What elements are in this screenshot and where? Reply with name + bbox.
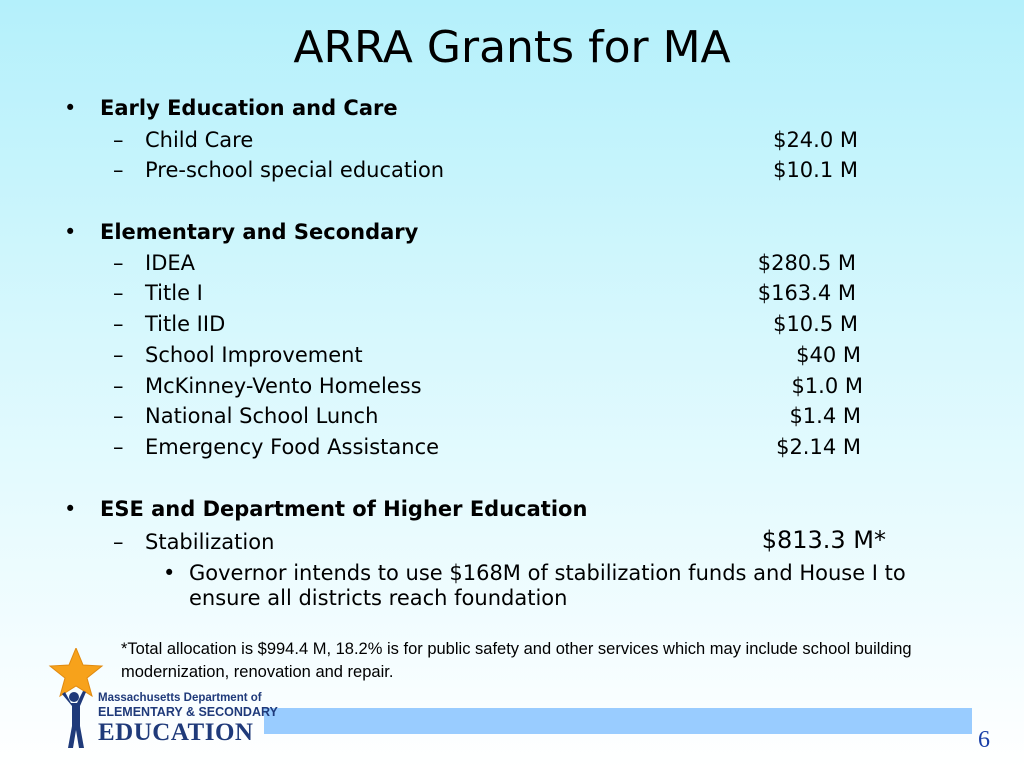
dash: – bbox=[113, 281, 124, 305]
item-amount: $10.1 M bbox=[773, 158, 858, 182]
item-amount: $163.4 M bbox=[757, 281, 856, 305]
item-amount: $40 M bbox=[796, 343, 861, 367]
sub-bullet: • bbox=[163, 561, 176, 585]
dash: – bbox=[113, 251, 124, 275]
section-heading-ese-higher-education: ESE and Department of Higher Education bbox=[100, 497, 588, 521]
item-label: IDEA bbox=[145, 251, 195, 275]
item-amount: $10.5 M bbox=[773, 312, 858, 336]
item-amount: $813.3 M* bbox=[761, 526, 886, 554]
dash: – bbox=[113, 404, 124, 428]
footer-bar bbox=[264, 708, 972, 734]
stabilization-note-text: Governor intends to use $168M of stabilization funds and House I to ensure all districts reach foundation bbox=[189, 561, 906, 610]
item-amount: $2.14 M bbox=[776, 435, 861, 459]
item-label: School Improvement bbox=[145, 343, 363, 367]
bullet: • bbox=[64, 497, 77, 521]
bullet: • bbox=[64, 220, 77, 244]
item-label: Child Care bbox=[145, 128, 254, 152]
bullet: • bbox=[64, 96, 77, 120]
footnote: *Total allocation is $994.4 M, 18.2% is for public safety and other services which may include school building modernization, renovation and repair. bbox=[121, 640, 912, 681]
dash: – bbox=[113, 374, 124, 398]
item-label: Emergency Food Assistance bbox=[145, 435, 440, 459]
item-label: Title I bbox=[145, 281, 203, 305]
dash: – bbox=[113, 312, 124, 336]
figure-head bbox=[69, 692, 79, 702]
dash: – bbox=[113, 158, 124, 182]
logo-line-3: EDUCATION bbox=[98, 719, 254, 746]
item-amount: $1.4 M bbox=[789, 404, 861, 428]
item-label: Pre-school special education bbox=[145, 158, 445, 182]
item-amount: $1.0 M bbox=[791, 374, 863, 398]
slide-title: ARRA Grants for MA bbox=[293, 22, 731, 73]
item-label: National School Lunch bbox=[145, 404, 379, 428]
section-heading-early-education: Early Education and Care bbox=[100, 96, 398, 120]
logo-wordmark bbox=[98, 692, 278, 746]
dash: – bbox=[113, 530, 124, 554]
item-label: Stabilization bbox=[145, 530, 275, 554]
item-label: Title IID bbox=[145, 312, 226, 336]
item-amount: $24.0 M bbox=[773, 128, 858, 152]
item-label: McKinney-Vento Homeless bbox=[145, 374, 422, 398]
stabilization-note bbox=[165, 561, 965, 611]
star-icon bbox=[50, 648, 102, 696]
dash: – bbox=[113, 128, 124, 152]
logo-line-2: ELEMENTARY & SECONDARY bbox=[98, 705, 278, 719]
dash: – bbox=[113, 435, 124, 459]
section-heading-elementary-secondary: Elementary and Secondary bbox=[100, 220, 419, 244]
logo-line-1: Massachusetts Department of bbox=[98, 692, 262, 704]
page-number: 6 bbox=[978, 727, 990, 753]
dash: – bbox=[113, 343, 124, 367]
item-amount: $280.5 M bbox=[757, 251, 856, 275]
